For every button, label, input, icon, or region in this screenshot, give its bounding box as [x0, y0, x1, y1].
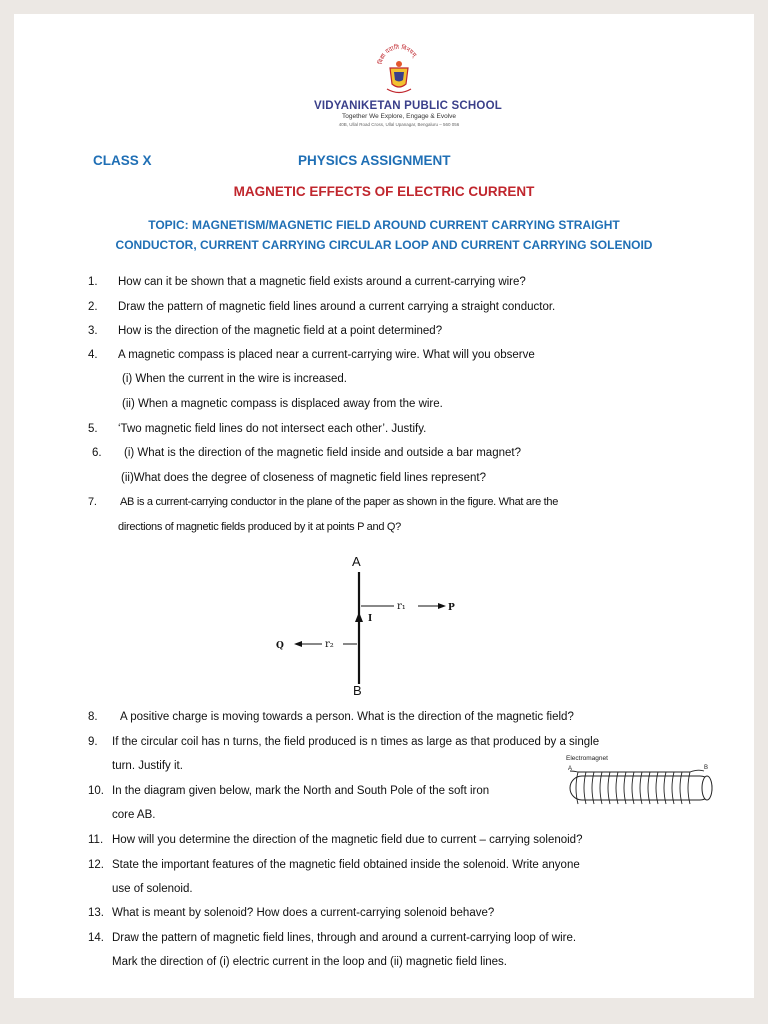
question-text: How can it be shown that a magnetic field exists around a current-carrying wire? [118, 276, 526, 288]
topic-line-2: CONDUCTOR, CURRENT CARRYING CIRCULAR LOOP AND CURRENT CARRYING SOLENOID [115, 238, 653, 252]
question-number: 14. [88, 932, 104, 944]
question-text: State the important features of the magnetic field obtained inside the solenoid. Write anyone [112, 859, 580, 871]
school-crest-icon [376, 42, 422, 98]
electromagnet-caption: Electromagnet [566, 755, 608, 762]
topic-heading [84, 215, 684, 255]
question-text: ‘Two magnetic field lines do not intersect each other’. Justify. [118, 423, 427, 435]
question-number: 9. [88, 736, 98, 748]
question-number: 5. [88, 423, 98, 435]
question-number: 8. [88, 711, 98, 723]
question-10-cont: core AB. [112, 809, 156, 821]
question-text: How will you determine the direction of the magnetic field due to current – carrying solenoid? [112, 834, 583, 846]
arrow-to-q-icon [294, 641, 302, 647]
question-text: (i) What is the direction of the magnetic field inside and outside a bar magnet? [124, 447, 521, 459]
topic-line-1: TOPIC: MAGNETISM/MAGNETIC FIELD AROUND CURRENT CARRYING STRAIGHT [148, 218, 620, 232]
question-number: 7. [88, 496, 97, 508]
label-q: Q [276, 641, 284, 651]
label-p: P [448, 603, 455, 613]
electromagnet-label-a: A [568, 766, 573, 772]
question-number: 12. [88, 859, 104, 871]
label-i: I [368, 614, 373, 624]
current-arrow-icon [355, 612, 363, 622]
question-text: AB is a current-carrying conductor in the plane of the paper as shown in the figure. What are the [120, 496, 559, 508]
school-address: 40B, Ullal Road Cross, Ullal Upanagar, Bengaluru – 560 056 [338, 122, 460, 127]
label-r1: r₁ [397, 601, 406, 612]
label-a: A [352, 554, 361, 569]
question-text: In the diagram given below, mark the North and South Pole of the soft iron [112, 785, 490, 797]
page-title: MAGNETIC EFFECTS OF ELECTRIC CURRENT [233, 184, 535, 199]
question-4-sub-1: (i) When the current in the wire is increased. [122, 373, 347, 385]
assignment-page [14, 14, 754, 998]
assignment-label: PHYSICS ASSIGNMENT [298, 153, 451, 168]
class-label: CLASS X [93, 153, 152, 168]
question-number: 11. [88, 834, 104, 846]
question-text: How is the direction of the magnetic field at a point determined? [118, 325, 443, 337]
electromagnet-figure [562, 751, 722, 821]
question-12-cont: use of solenoid. [112, 883, 193, 895]
question-7-cont: directions of magnetic fields produced by it at points P and Q? [118, 521, 401, 533]
question-text: A magnetic compass is placed near a current-carrying wire. What will you observe [118, 349, 535, 361]
question-14-cont: Mark the direction of (i) electric current in the loop and (ii) magnetic field lines. [112, 956, 508, 968]
question-text: Draw the pattern of magnetic field lines around a current carrying a straight conductor. [118, 301, 556, 313]
label-b: B [353, 683, 362, 698]
school-name: VIDYANIKETAN PUBLIC SCHOOL [314, 100, 502, 112]
question-4-sub-2: (ii) When a magnetic compass is displaced away from the wire. [122, 398, 443, 410]
question-number: 13. [88, 907, 104, 919]
core-end [702, 776, 712, 800]
arrow-to-p-icon [438, 603, 446, 609]
question-6-sub-1: (ii)What does the degree of closeness of magnetic field lines represent? [121, 472, 487, 484]
label-r2: r₂ [325, 639, 334, 650]
question-number: 2. [88, 301, 98, 313]
question-text: A positive charge is moving towards a person. What is the direction of the magnetic field? [120, 711, 574, 723]
electromagnet-label-b: B [704, 765, 709, 771]
conductor-figure [254, 550, 504, 700]
question-9-cont: turn. Justify it. [112, 760, 183, 772]
question-text: If the circular coil has n turns, the field produced is n times as large as that produced by a single [112, 736, 600, 748]
question-number: 1. [88, 276, 98, 288]
school-tagline: Together We Explore, Engage & Evolve [341, 113, 457, 120]
school-logo [314, 42, 502, 142]
question-text: What is meant by solenoid? How does a current-carrying solenoid behave? [112, 907, 495, 919]
question-number: 4. [88, 349, 98, 361]
svg-text:विद्या ददाति विनयम्: विद्या ददाति विनयम् [377, 43, 418, 65]
question-text: Draw the pattern of magnetic field lines, through and around a current-carrying loop of wire. [112, 932, 577, 944]
question-number: 3. [88, 325, 98, 337]
question-number: 10. [88, 785, 104, 797]
question-number: 6. [92, 447, 102, 459]
